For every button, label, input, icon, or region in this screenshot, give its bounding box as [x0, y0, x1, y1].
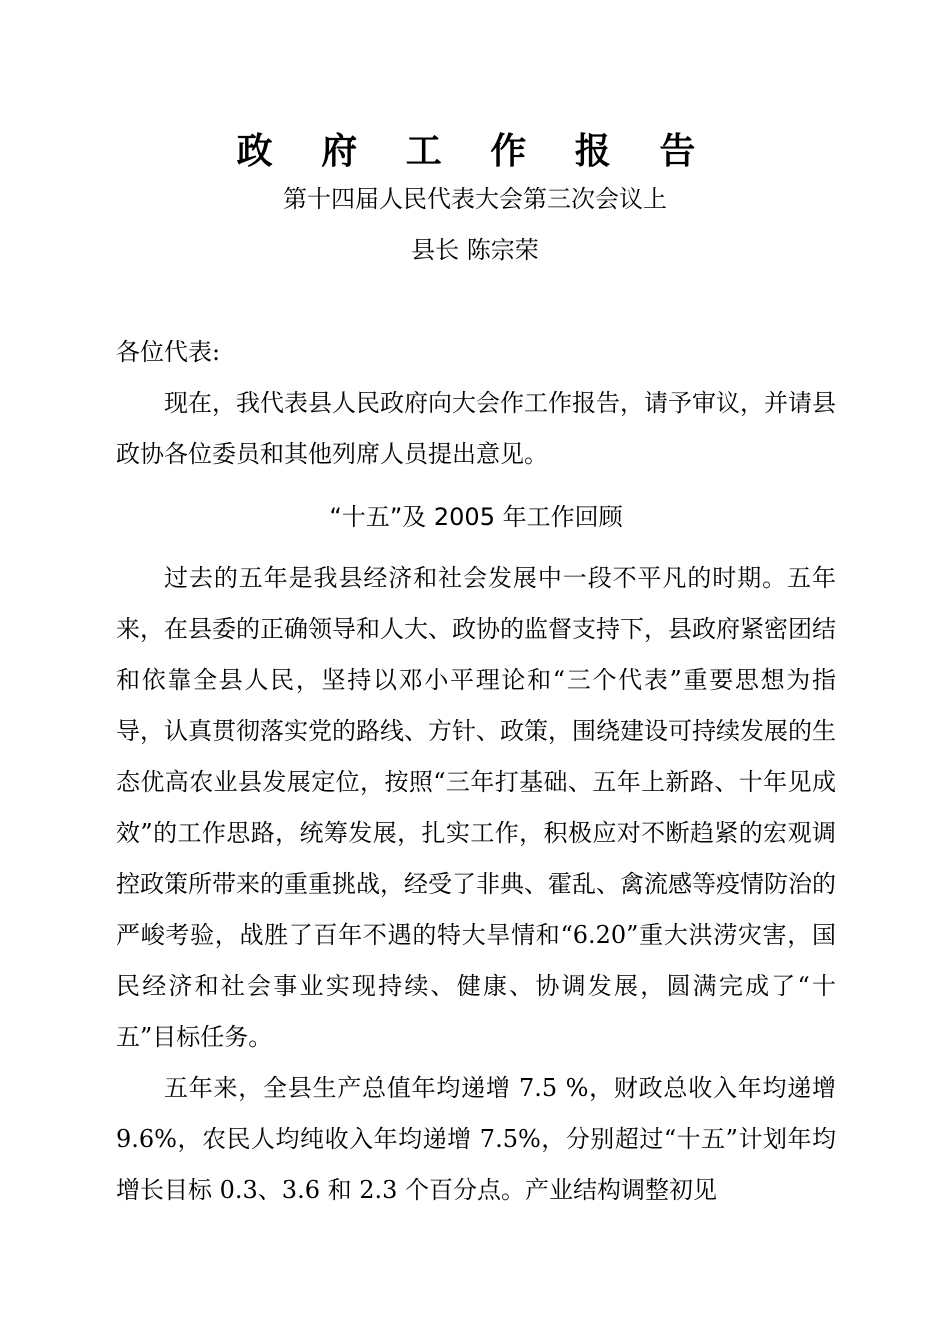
- paragraph-review-2: 五年来，全县生产总值年均递增 7.5 %，财政总收入年均递增 9.6%，农民人均纯收入年均递增 7.5%，分别超过“十五”计划年均增长目标 0.3、3.6 和 2.3 个百分点。产业结构调整初见: [116, 1074, 836, 1204]
- salutation: 各位代表:: [116, 338, 221, 366]
- paragraph-review-1: 过去的五年是我县经济和社会发展中一段不平凡的时期。五年来，在县委的正确领导和人大、政协的监督支持下，县政府紧密团结和依靠全县人民，坚持以邓小平理论和“三个代表”重要思想为指导，认真贯彻落实党的路线、方针、政策，围绕建设可持续发展的生态优高农业县发展定位，按照“三年打基础、五年上新路、十年见成效”的工作思路，统筹发展，扎实工作，积极应对不断趋紧的宏观调控政策所带来的重重挑战，经受了非典、霍乱、禽流感等疫情防治的严峻考验，战胜了百年不遇的特大旱情和“6.20”重大洪涝灾害，国民经济和社会事业实现持续、健康、协调发展，圆满完成了“十五”目标任务。: [116, 564, 836, 1051]
- document-title: 政 府 工 作 报 告: [236, 131, 714, 172]
- paragraph-intro: 现在，我代表县人民政府向大会作工作报告，请予审议，并请县政协各位委员和其他列席人员提出意见。: [116, 389, 836, 468]
- document-subtitle: 第十四届人民代表大会第三次会议上: [283, 185, 667, 213]
- document-body: [116, 327, 836, 1216]
- section-heading: “十五”及 2005 年工作回顾: [329, 503, 623, 531]
- document-author: 县长 陈宗荣: [411, 236, 539, 264]
